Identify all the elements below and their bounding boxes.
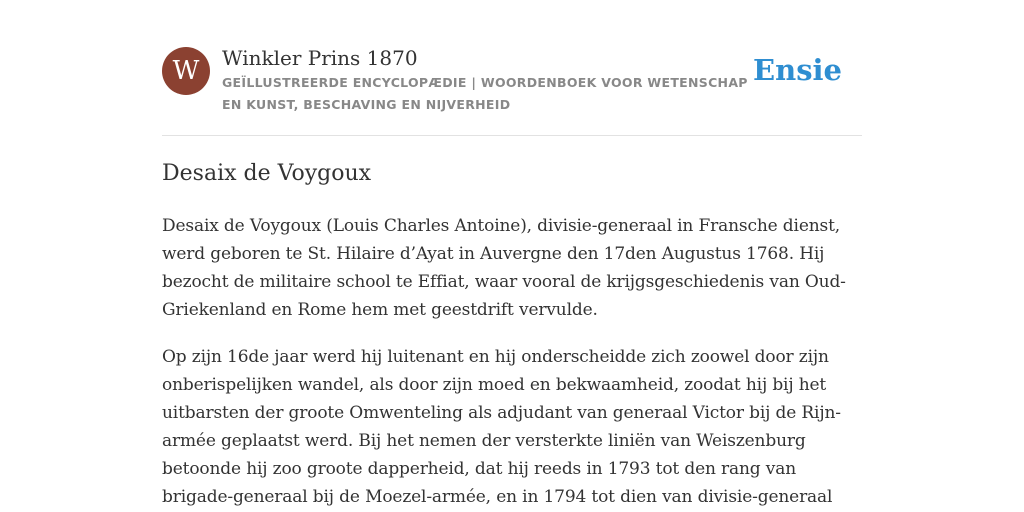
article-title: Desaix de Voygoux (162, 161, 372, 186)
page (162, 0, 862, 512)
source-header (162, 0, 862, 136)
source-title[interactable]: Winkler Prins 1870 (222, 46, 418, 70)
source-avatar[interactable]: W (162, 47, 210, 95)
ensie-logo[interactable]: Ensie (753, 53, 842, 87)
source-subtitle: GEÏLLUSTREERDE ENCYCLOPÆDIE | WOORDENBOEK VOOR WETENSCHAP EN KUNST, BESCHAVING EN NIJVERHEID (222, 75, 748, 112)
article-body (162, 212, 862, 512)
article-paragraph: Desaix de Voygoux (Louis Charles Antoine), divisie-generaal in Fransche dienst, werd geboren te St. Hilaire d’Ayat in Auvergne den 17den Augustus 1768. Hij bezocht de militaire school te Effiat, waar vooral de krijgsgeschiedenis van Oud-Griekenland en Rome hem met geestdrift vervulde. (162, 216, 846, 320)
article-paragraph: Op zijn 16de jaar werd hij luitenant en hij onderscheidde zich zoowel door zijn onberispelijken wandel, als door zijn moed en bekwaamheid, zoodat hij bij het uitbarsten der groote Omwenteling als adjudant van generaal Victor bij de Rijn-armée geplaatst werd. Bij het nemen der versterkte liniën van Weiszenburg betoonde hij zoo groote dapperheid, dat hij reeds in 1793 tot den rang van brigade-generaal bij de Moezel-armée, en in 1794 tot dien van divisie-generaal (162, 347, 841, 507)
